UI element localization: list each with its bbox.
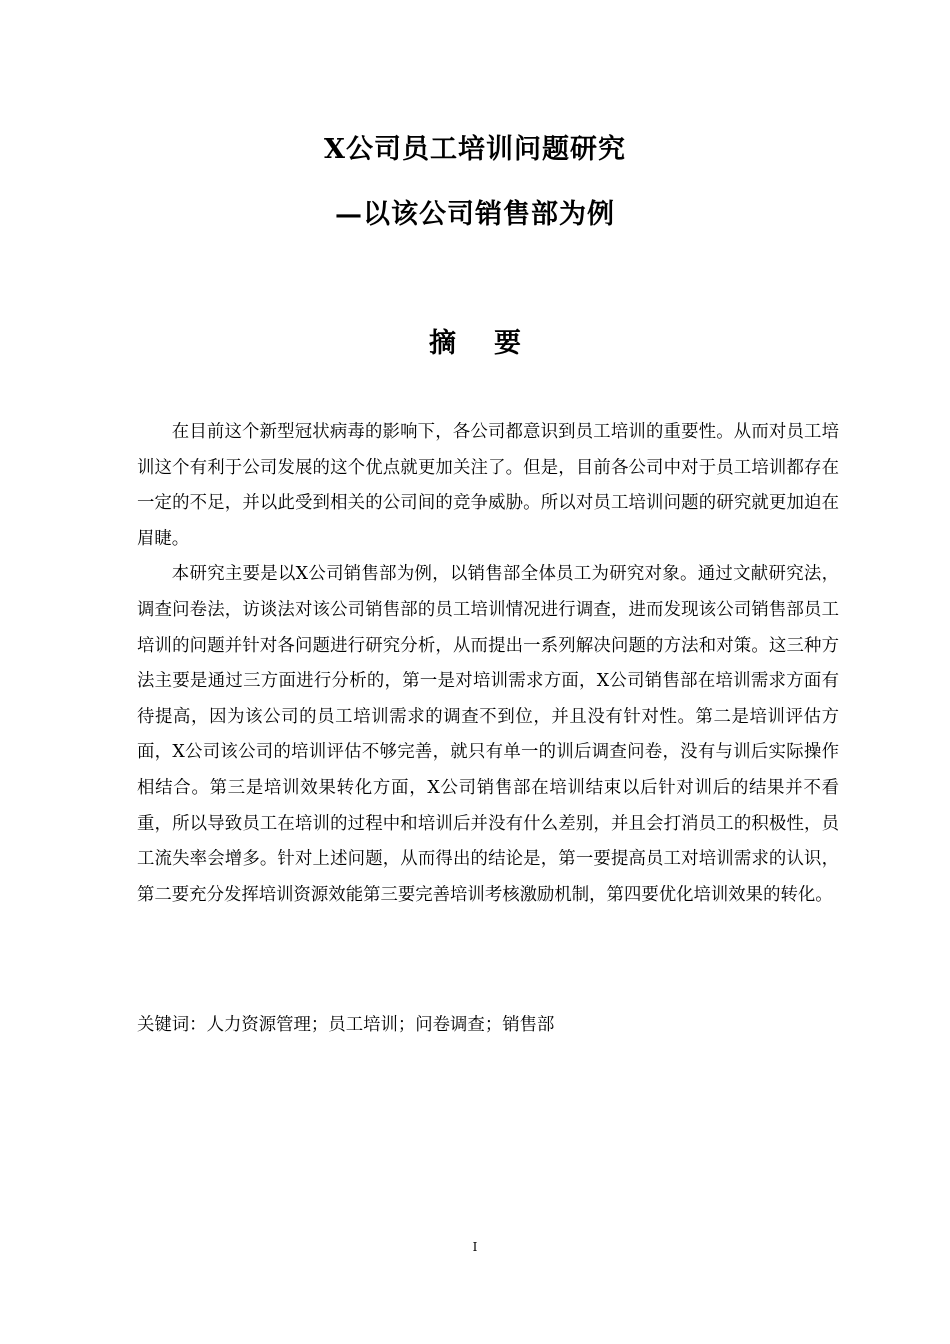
page-number: I [472, 1240, 478, 1254]
abstract-body [137, 415, 839, 913]
abstract-heading: 摘要 [429, 328, 559, 359]
page-title: X公司员工培训问题研究 [324, 134, 626, 165]
page-subtitle: —以该公司销售部为例 [335, 199, 615, 230]
keywords-line: 关键词：人力资源管理；员工培训；问卷调查；销售部 [137, 1015, 555, 1035]
abstract-paragraph: 在目前这个新型冠状病毒的影响下，各公司都意识到员工培训的重要性。从而对员工培训这个有利于公司发展的这个优点就更加关注了。但是，目前各公司中对于员工培训都存在一定的不足，并以此受到相关的公司间的竞争威胁。所以对员工培训问题的研究就更加迫在眉睫。 [137, 422, 839, 549]
abstract-paragraph: 本研究主要是以X公司销售部为例，以销售部全体员工为研究对象。通过文献研究法，调查问卷法，访谈法对该公司销售部的员工培训情况进行调查，进而发现该公司销售部员工培训的问题并针对各问题进行研究分析，从而提出一系列解决问题的方法和对策。这三种方法主要是通过三方面进行分析的，第一是对培训需求方面，X公司销售部在培训需求方面有待提高，因为该公司的员工培训需求的调查不到位，并且没有针对性。第二是培训评估方面，X公司该公司的培训评估不够完善，就只有单一的训后调查问卷，没有与训后实际操作相结合。第三是培训效果转化方面，X公司销售部在培训结束以后针对训后的结果并不看重，所以导致员工在培训的过程中和培训后并没有什么差别，并且会打消员工的积极性，员工流失率会增多。针对上述问题，从而得出的结论是，第一要提高员工对培训需求的认识，第二要充分发挥培训资源效能第三要完善培训考核激励机制，第四要优化培训效果的转化。 [137, 564, 839, 905]
